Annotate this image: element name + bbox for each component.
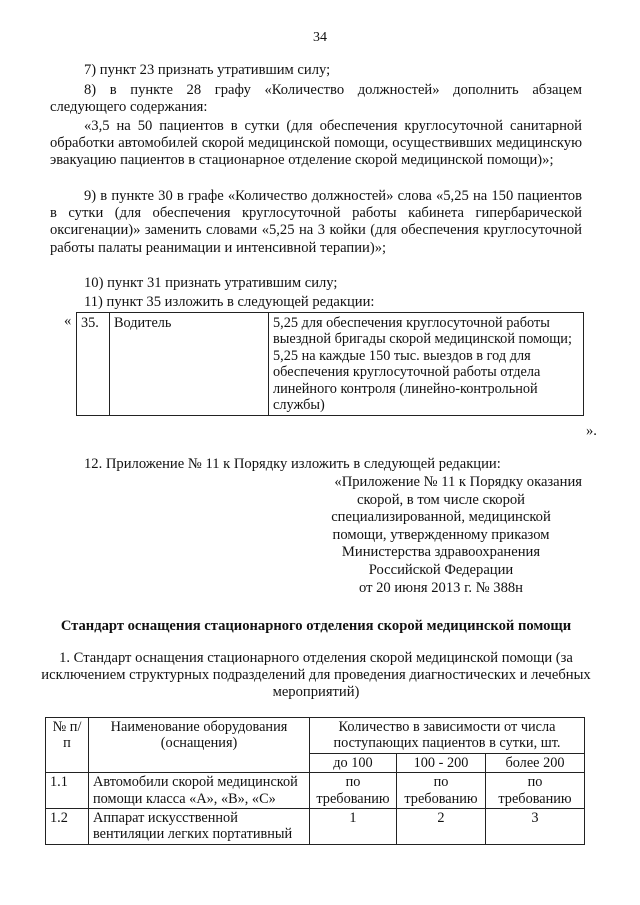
- appendix-line: специализированной, медицинской: [331, 509, 551, 526]
- close-quote: ».: [586, 423, 597, 439]
- appendix-line: Министерства здравоохранения: [341, 544, 541, 561]
- row-qty: 3: [486, 809, 585, 845]
- header-number: № п/п: [46, 718, 89, 773]
- appendix-line: «Приложение № 11 к Порядку оказания: [334, 474, 582, 490]
- row-name: Аппарат искусственной вентиляции легких портативный: [89, 809, 310, 845]
- row-qty: по требованию: [397, 773, 486, 809]
- header-over-200: более 200: [486, 753, 585, 772]
- section-title: Стандарт оснащения стационарного отделения скорой медицинской помощи: [60, 618, 572, 634]
- item-11: 11) пункт 35 изложить в следующей редакции:: [84, 294, 375, 310]
- row-number: 1.1: [46, 773, 89, 809]
- open-quote: «: [64, 313, 72, 329]
- quantity-line-1: 5,25 для обеспечения круглосуточной работы выездной бригады скорой медицинской помощи;: [273, 315, 572, 348]
- quantity-line-2: 5,25 на каждые 150 тыс. выездов в год для обеспечения круглосуточной работы отдела линейного контроля (линейно-контрольной службы): [273, 347, 541, 414]
- table-row: [77, 313, 584, 416]
- item-9: 9) в пункте 30 в графе «Количество должностей» слова «5,25 на 150 пациентов в сутки (для обеспечения круглосуточной работы кабинета гипербарической оксигенации)» заменить словами «5,25 на 3 койки (для обеспечения круглосуточной работы палаты реанимации и интенсивной терапии)»;: [50, 188, 582, 256]
- item-8: 8) в пункте 28 графу «Количество должностей» дополнить абзацем следующего содержания:: [50, 82, 582, 116]
- position-quantity: [269, 313, 584, 416]
- header-100-200: 100 - 200: [397, 753, 486, 772]
- appendix-line: Российской Федерации: [368, 561, 514, 578]
- position-table: [76, 312, 584, 416]
- header-up-to-100: до 100: [310, 753, 397, 772]
- item-12: 12. Приложение № 11 к Порядку изложить в следующей редакции:: [84, 456, 501, 472]
- item-10: 10) пункт 31 признать утратившим силу;: [84, 275, 338, 291]
- appendix-line: от 20 июня 2013 г. № 388н: [358, 579, 523, 596]
- appendix-line: скорой, в том числе скорой: [356, 491, 525, 508]
- header-quantity: Количество в зависимости от числа поступающих пациентов в сутки, шт.: [310, 718, 585, 754]
- equipment-table: [45, 717, 585, 845]
- row-qty: 2: [397, 809, 486, 845]
- row-name: Автомобили скорой медицинской помощи класса «А», «В», «С»: [89, 773, 310, 809]
- position-number: 35.: [77, 313, 110, 416]
- appendix-line: помощи, утвержденному приказом: [332, 526, 550, 543]
- row-qty: по требованию: [486, 773, 585, 809]
- row-qty: 1: [310, 809, 397, 845]
- appendix-header: [300, 474, 582, 597]
- table-header-row: [46, 718, 585, 754]
- position-title: Водитель: [110, 313, 269, 416]
- page-number: 34: [313, 30, 327, 45]
- table-row: [46, 773, 585, 809]
- row-qty: по требованию: [310, 773, 397, 809]
- table-row: [46, 809, 585, 845]
- item-7: 7) пункт 23 признать утратившим силу;: [84, 62, 331, 78]
- row-number: 1.2: [46, 809, 89, 845]
- section-intro: 1. Стандарт оснащения стационарного отделения скорой медицинской помощи (за исключением структурных подразделений для проведения диагностических и лечебных мероприятий): [41, 650, 591, 701]
- item-8-quote: «3,5 на 50 пациентов в сутки (для обеспечения круглосуточной санитарной обработки автомобилей скорой медицинской помощи, осуществивших медицинскую эвакуацию пациентов в стационарное отделение скорой медицинской помощи)»;: [50, 118, 582, 169]
- header-equipment-name: Наименование оборудования (оснащения): [89, 718, 310, 773]
